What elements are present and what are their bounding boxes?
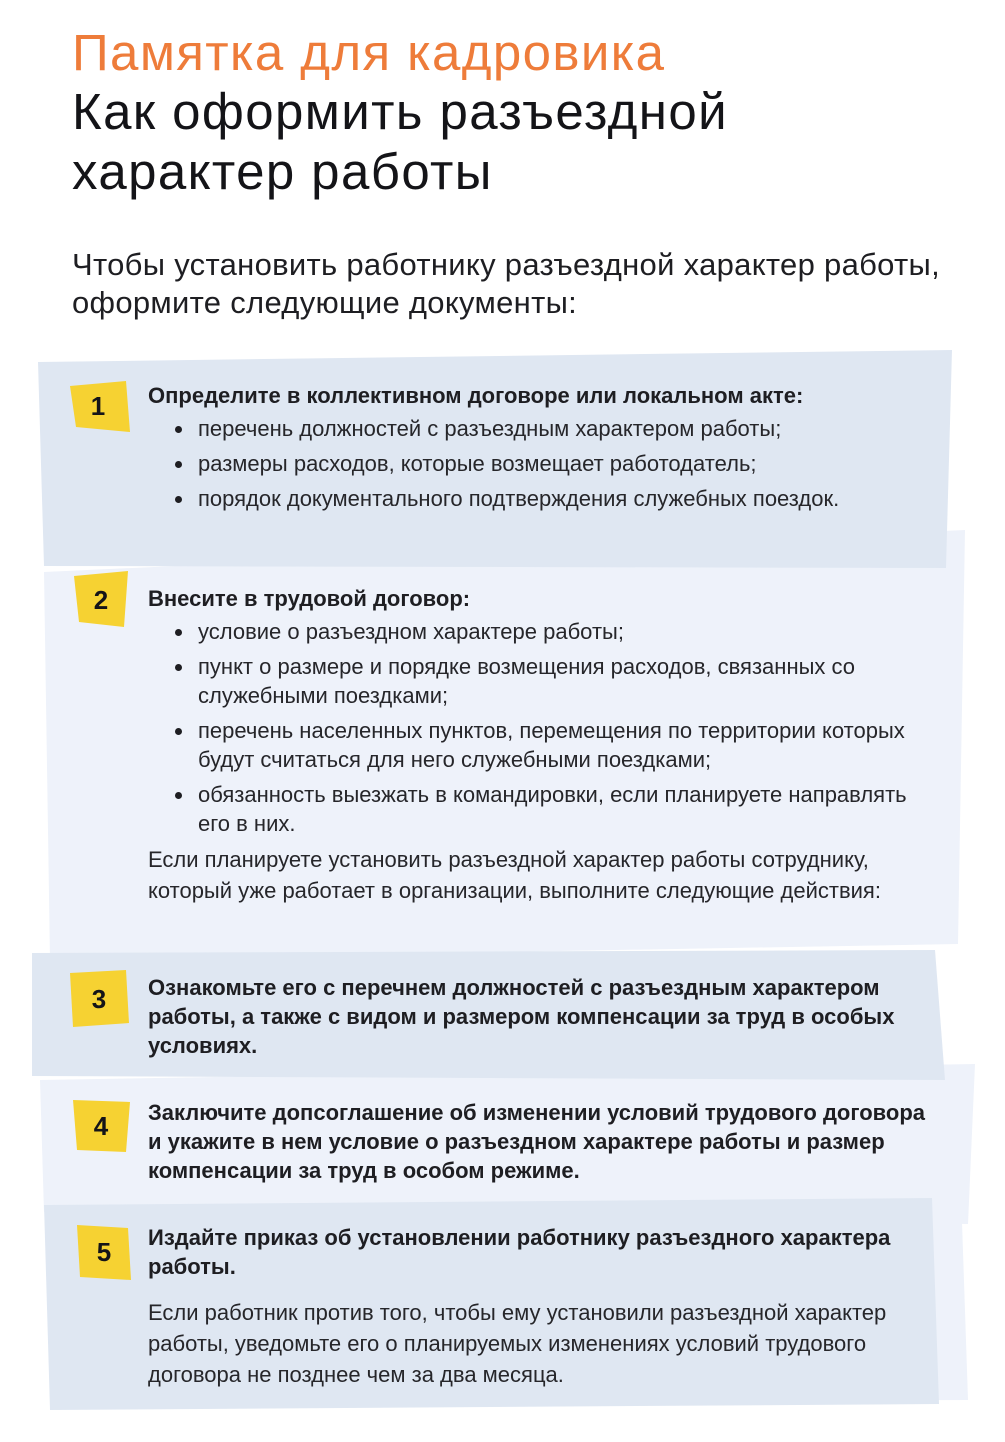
step-4-number: 4 (93, 1111, 109, 1141)
step-3-number: 3 (91, 984, 107, 1014)
step-4-heading: Заключите допсоглашение об изменении условий трудового договора и укажите в нем условие о разъездном характере работы и размер компенсации за труд в особом режиме. (148, 1100, 926, 1183)
page-title-line1: Как оформить разъездной (72, 83, 729, 140)
step-1-bullets (148, 414, 928, 513)
step-2-heading: Внесите в трудовой договор: (148, 586, 471, 611)
list-item: размеры расходов, которые возмещает работодатель; (148, 449, 928, 478)
step-1 (148, 381, 928, 519)
step-2 (148, 584, 928, 906)
list-item: перечень населенных пунктов, перемещения по территории которых будут считаться для него служебными поездками; (148, 716, 928, 774)
list-item: условие о разъездном характере работы; (148, 617, 928, 646)
step-5-note: Если работник против того, чтобы ему установили разъездной характер работы, уведомьте его о планируемых изменениях условий трудового договора не позднее чем за два месяца. (148, 1300, 887, 1387)
list-item: порядок документального подтверждения служебных поездок. (148, 484, 928, 513)
step-1-heading: Определите в коллективном договоре или локальном акте: (148, 383, 804, 408)
step-3-heading: Ознакомьте его с перечнем должностей с разъездным характером работы, а также с видом и размером компенсации за труд в особых условиях. (148, 975, 895, 1058)
intro-text: Чтобы установить работнику разъездной характер работы, оформите следующие документы: (72, 247, 941, 320)
list-item: перечень должностей с разъездным характером работы; (148, 414, 928, 443)
step-2-note: Если планируете установить разъездной характер работы сотруднику, который уже работает в организации, выполните следующие действия: (148, 847, 881, 903)
step-5-heading: Издайте приказ об установлении работнику разъездного характера работы. (148, 1225, 891, 1279)
step-5-number: 5 (96, 1237, 112, 1267)
list-item: обязанность выезжать в командировки, если планируете направлять его в них. (148, 780, 928, 838)
step-5 (148, 1223, 928, 1390)
step-2-bullets (148, 617, 928, 838)
step-4 (148, 1098, 928, 1185)
step-1-number: 1 (90, 391, 106, 421)
page-title-line2: характер работы (72, 143, 493, 200)
step-3 (148, 973, 928, 1060)
kicker-title: Памятка для кадровика (72, 24, 666, 81)
list-item: пункт о размере и порядке возмещения расходов, связанных со служебными поездками; (148, 652, 928, 710)
step-2-number: 2 (93, 585, 109, 615)
